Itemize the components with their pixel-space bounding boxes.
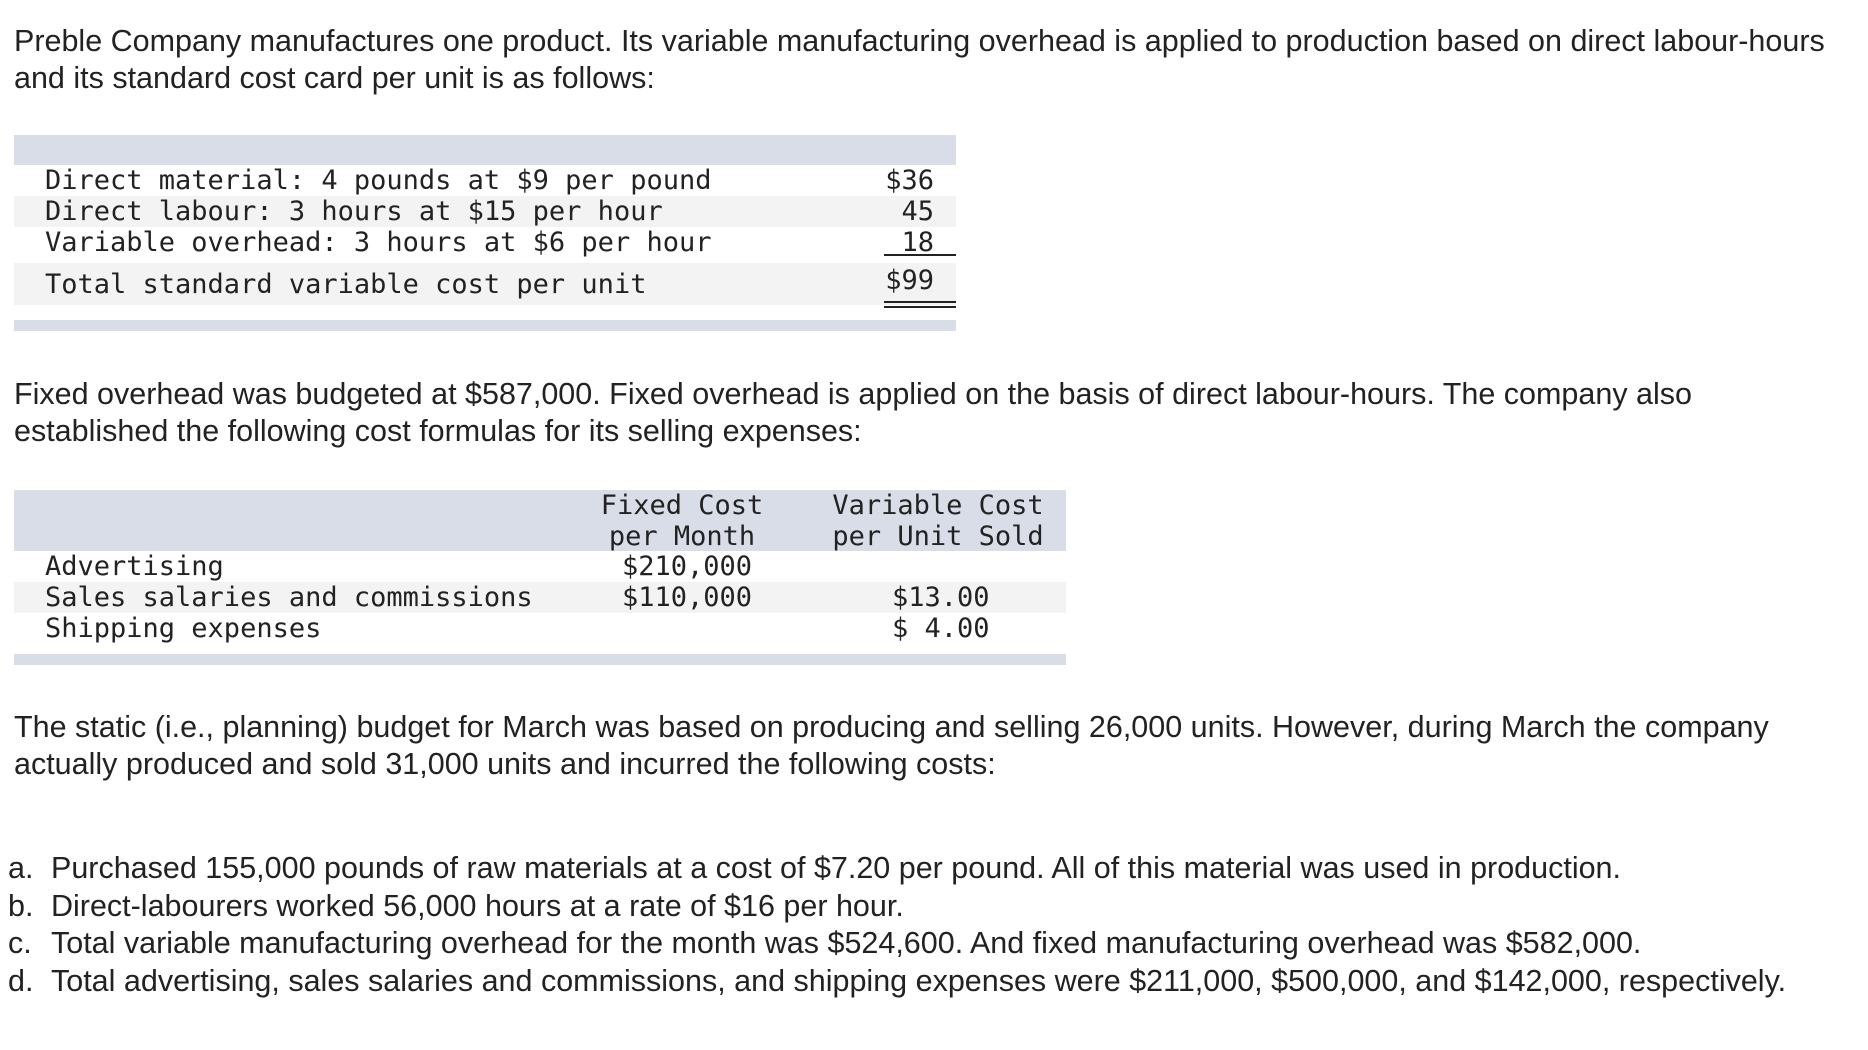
table-row [14, 196, 956, 227]
list-marker: c. [8, 926, 32, 960]
table-footer-band [14, 320, 956, 331]
selling-expenses-table [14, 490, 1066, 665]
row-amount: $36 [885, 165, 934, 196]
total-amount: $99 [885, 265, 934, 296]
fixed-cost-cell: $110,000 [622, 582, 753, 613]
table-row [14, 227, 956, 258]
fixed-cost-header-line2: per Month [608, 521, 756, 552]
table-header-band [14, 135, 956, 165]
list-item-text: Direct-labourers worked 56,000 hours at a rate of $16 per hour. [51, 888, 904, 923]
row-label: Sales salaries and commissions [45, 582, 533, 613]
total-row [14, 263, 956, 305]
row-amount: 45 [901, 196, 934, 227]
variable-cost-cell: $13.00 [892, 582, 990, 613]
actual-costs-list [8, 850, 1858, 1000]
table-footer-band [14, 654, 1066, 665]
row-label: Direct material: 4 pounds at $9 per pound [45, 165, 712, 196]
variable-cost-header-line2: per Unit Sold [832, 521, 1044, 552]
list-item-text: Purchased 155,000 pounds of raw materials at a cost of $7.20 per pound. All of this material was used in production. [51, 851, 1621, 885]
variable-cost-cell: $ 4.00 [892, 613, 990, 644]
variable-cost-header-line1: Variable Cost [832, 490, 1044, 521]
list-marker: b. [8, 888, 34, 923]
list-item-text: Total variable manufacturing overhead for the month was $524,600. And fixed manufacturing overhead was $582,000. [51, 926, 1642, 960]
total-label: Total standard variable cost per unit [45, 269, 647, 300]
fixed-overhead-paragraph: Fixed overhead was budgeted at $587,000. Fixed overhead is applied on the basis of direct labour-hours. The company also established the following cost formulas for its selling expenses: [14, 377, 1692, 448]
list-item [8, 925, 1858, 963]
row-label: Variable overhead: 3 hours at $6 per hour [45, 227, 712, 258]
row-amount: 18 [901, 227, 934, 258]
table-header-band [14, 490, 1066, 551]
subtotal-underline [884, 254, 956, 256]
list-item [8, 963, 1858, 1001]
row-label: Shipping expenses [45, 613, 322, 644]
list-marker: d. [8, 963, 34, 998]
list-item [8, 850, 1858, 888]
row-label: Advertising [45, 551, 224, 582]
table-row [14, 551, 1066, 582]
fixed-cost-cell: $210,000 [622, 551, 753, 582]
fixed-cost-header-line1: Fixed Cost [600, 490, 764, 521]
static-budget-paragraph: The static (i.e., planning) budget for March was based on producing and selling 26,000 units. However, during March the company actually produced and sold 31,000 units and incurred the following costs: [14, 710, 1769, 781]
total-double-underline [884, 301, 956, 308]
list-item [8, 888, 1858, 926]
standard-cost-card-table [14, 135, 956, 331]
list-marker: a. [8, 851, 34, 885]
row-label: Direct labour: 3 hours at $15 per hour [45, 196, 663, 227]
intro-paragraph: Preble Company manufactures one product. Its variable manufacturing overhead is applied to production based on direct labour-hours and its standard cost card per unit is as follows: [14, 24, 1825, 95]
table-row [14, 582, 1066, 613]
list-item-text: Total advertising, sales salaries and commissions, and shipping expenses were $211,000, $500,000, and $142,000, respectively. [51, 963, 1787, 998]
table-row [14, 165, 956, 196]
table-row [14, 613, 1066, 644]
